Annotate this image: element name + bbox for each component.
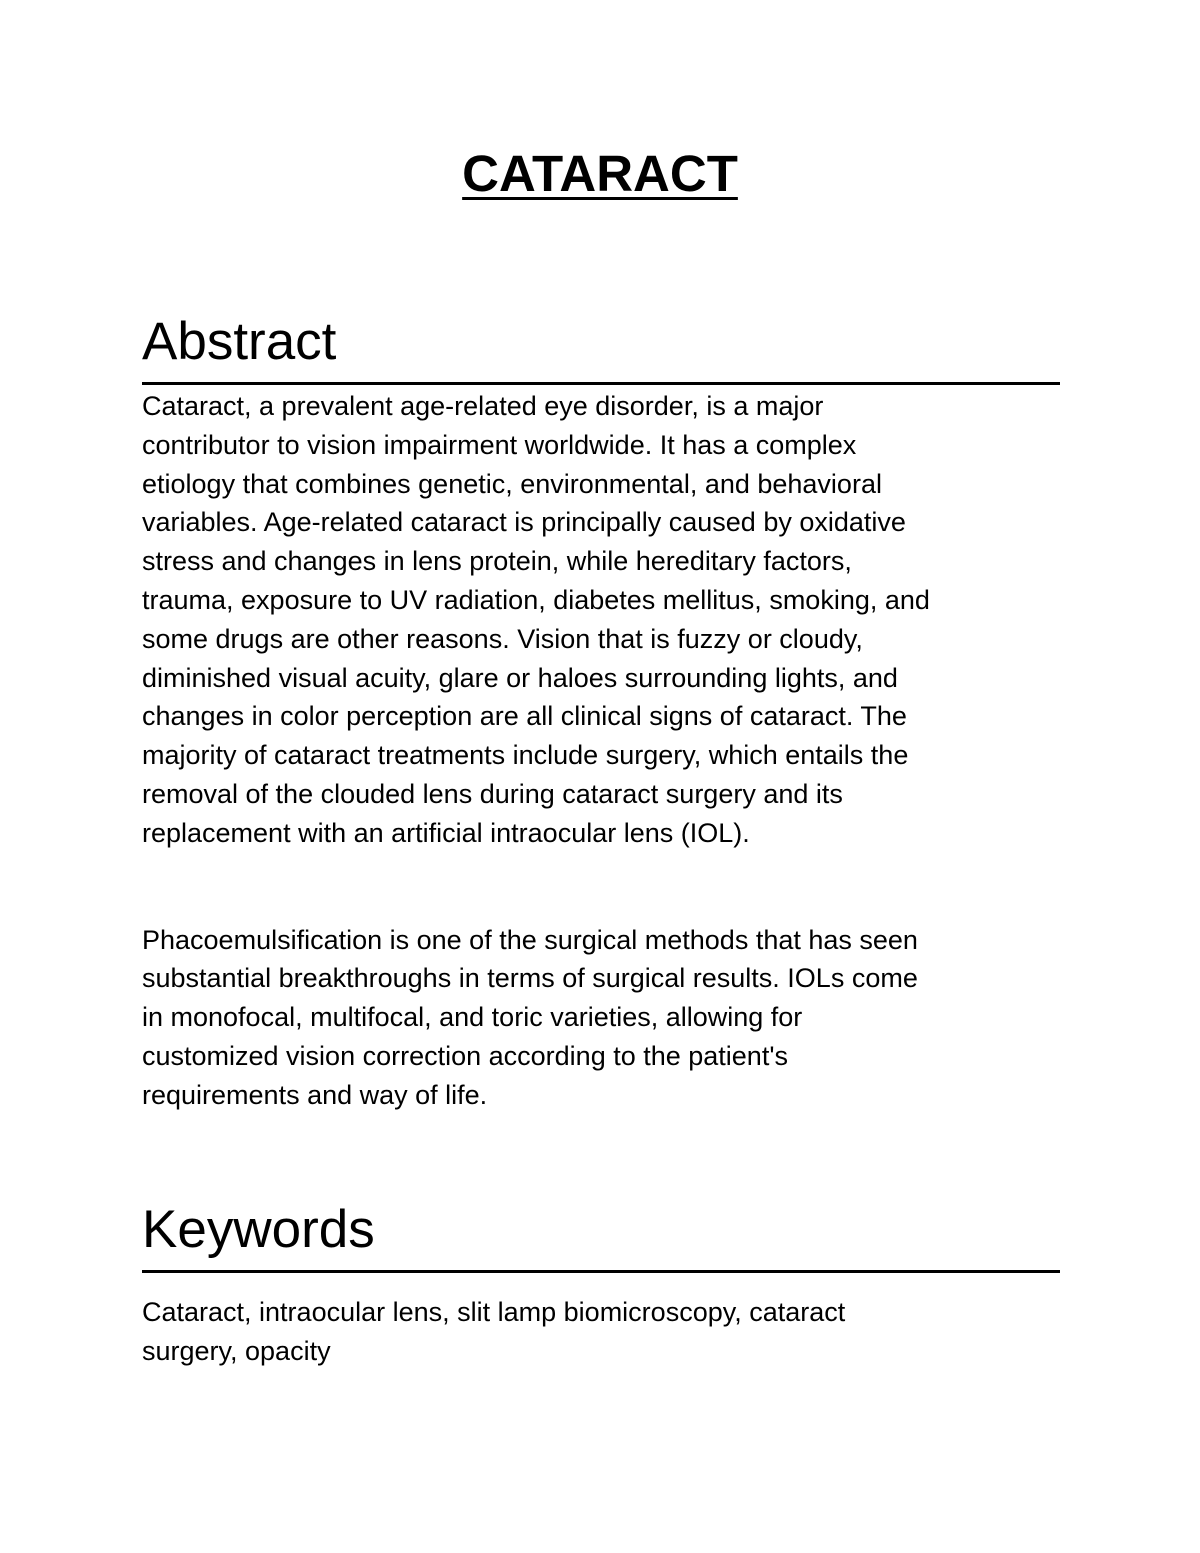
abstract-section — [142, 312, 1060, 1115]
keywords-heading: Keywords — [142, 1200, 1060, 1273]
abstract-heading: Abstract — [142, 312, 1060, 385]
keywords-text: Cataract, intraocular lens, slit lamp biomicroscopy, cataract surgery, opacity — [142, 1297, 846, 1366]
document-title: CATARACT — [462, 145, 738, 202]
abstract-paragraph-2: Phacoemulsification is one of the surgical methods that has seen substantial breakthroughs in terms of surgical results. IOLs come in monofocal, multifocal, and toric varieties, allowing for customized vision correction according to the patient's requirements and way of life. — [142, 924, 918, 1110]
keywords-section — [142, 1200, 1060, 1371]
abstract-paragraph-1: Cataract, a prevalent age-related eye disorder, is a major contributor to vision impairment worldwide. It has a complex etiology that combines genetic, environmental, and behavioral variables. Age-related cataract is principally caused by oxidative stress and changes in lens protein, while hereditary factors, trauma, exposure to UV radiation, diabetes mellitus, smoking, and some drugs are other reasons. Vision that is fuzzy or cloudy, diminished visual acuity, glare or haloes surrounding lights, and changes in color perception are all clinical signs of cataract. The majority of cataract treatments include surgery, which entails the removal of the clouded lens during cataract surgery and its replacement with an artificial intraocular lens (IOL). — [142, 391, 930, 848]
